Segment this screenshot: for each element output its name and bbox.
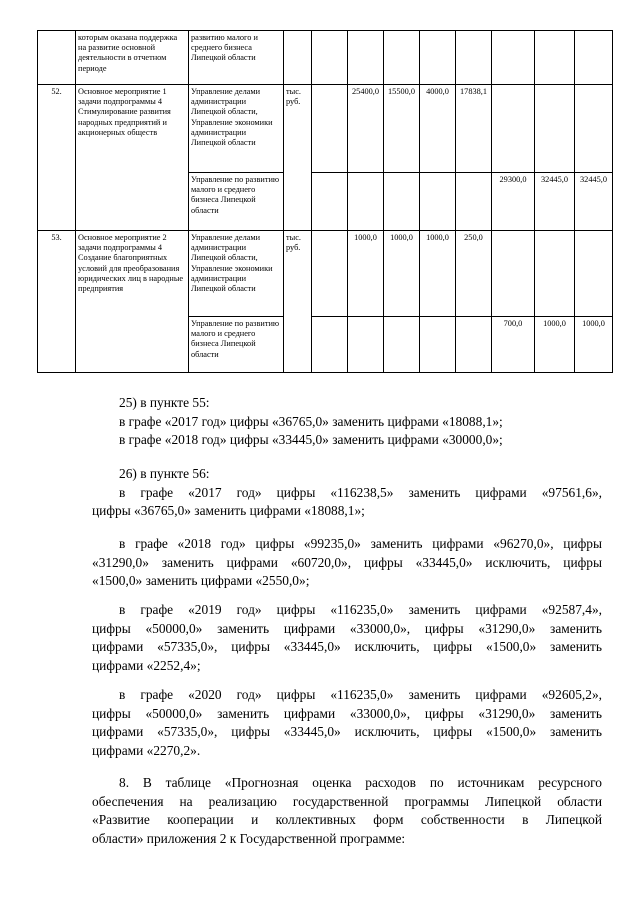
executor-cell: Управление делами администрации Липецкой области, Управление экономики администрации Липецкой области bbox=[189, 231, 284, 317]
text-line: цифры «50000,0» заменить цифрами «33000,0», цифры «31290,0» заменить bbox=[92, 705, 602, 721]
table-row bbox=[38, 231, 613, 317]
value-cell bbox=[384, 317, 420, 373]
executor-cell: развитию малого и среднего бизнеса Липецкой области bbox=[189, 31, 284, 85]
text-line: цифрами «57335,0», цифры «33445,0» исключить, цифры «1500,0» заменить bbox=[92, 639, 602, 655]
value-cell bbox=[420, 317, 456, 373]
budget-table bbox=[37, 30, 613, 373]
text-line: области» приложения 2 к Государственной программе: bbox=[92, 830, 406, 846]
value-cell bbox=[312, 173, 348, 231]
value-cell: 700,0 bbox=[492, 317, 535, 373]
value-cell bbox=[535, 231, 575, 317]
text-line: в графе «2018 год» цифры «99235,0» заменить цифрами «96270,0», цифры bbox=[119, 536, 602, 551]
value-cell: 1000,0 bbox=[348, 231, 384, 317]
text-line: цифрами «57335,0», цифры «33445,0» исключить, цифры «1500,0» заменить bbox=[92, 724, 602, 740]
text-line: в графе «2017 год» цифры «36765,0» заменить цифрами «18088,1»; bbox=[119, 413, 503, 429]
value-cell: 32445,0 bbox=[575, 173, 613, 231]
value-cell: 1000,0 bbox=[535, 317, 575, 373]
executor-cell: Управление по развитию малого и среднего бизнеса Липецкой области bbox=[189, 317, 284, 373]
text-line: в графе «2017 год» цифры «116238,5» заменить цифрами «97561,6», bbox=[119, 484, 602, 500]
value-cell bbox=[575, 231, 613, 317]
value-cell bbox=[384, 173, 420, 231]
value-cell: 17838,1 bbox=[456, 85, 492, 173]
row-number-cell bbox=[38, 31, 76, 85]
text-line: в графе «2020 год» цифры «116235,0» заменить цифрами «92605,2», bbox=[119, 687, 602, 702]
text-line: в графе «2019 год» цифры «116235,0» заменить цифрами «92587,4», bbox=[119, 602, 602, 617]
value-cell bbox=[348, 173, 384, 231]
description-cell: Основное мероприятие 2 задачи подпрограммы 4 Создание благоприятных условий для преобразования юридических лиц в народные предприятия bbox=[76, 231, 189, 373]
value-cell: 1000,0 bbox=[384, 231, 420, 317]
text-line: цифрами «2252,4»; bbox=[92, 657, 201, 673]
value-cell bbox=[312, 231, 348, 317]
executor-cell: Управление делами администрации Липецкой области, Управление экономики администрации Липецкой области bbox=[189, 85, 284, 173]
paragraph-26-2018 bbox=[92, 535, 602, 591]
executor-cell: Управление по развитию малого и среднего бизнеса Липецкой области bbox=[189, 173, 284, 231]
value-cell: 1000,0 bbox=[575, 317, 613, 373]
unit-cell: тыс. руб. bbox=[284, 85, 312, 231]
value-cell bbox=[492, 85, 535, 173]
table-row bbox=[38, 85, 613, 173]
value-cell bbox=[348, 317, 384, 373]
paragraph-8 bbox=[92, 774, 602, 848]
row-number-cell: 53. bbox=[38, 231, 76, 373]
unit-cell: тыс. руб. bbox=[284, 231, 312, 373]
value-cell bbox=[312, 317, 348, 373]
text-line: «1500,0» заменить цифрами «2550,0»; bbox=[92, 573, 310, 589]
paragraph-26 bbox=[92, 465, 602, 521]
paragraph-25 bbox=[92, 394, 602, 450]
text-line: 8. В таблице «Прогнозная оценка расходов по источникам ресурсного bbox=[119, 775, 602, 790]
text-line: цифры «36765,0» заменить цифрами «18088,1»; bbox=[92, 503, 365, 519]
paragraph-26-2019 bbox=[92, 601, 602, 675]
value-cell bbox=[492, 231, 535, 317]
paragraph-26-2020 bbox=[92, 686, 602, 760]
text-line: цифрами «2270,2». bbox=[92, 742, 201, 758]
value-cell bbox=[456, 317, 492, 373]
value-cell bbox=[312, 85, 348, 173]
value-cell: 32445,0 bbox=[535, 173, 575, 231]
description-cell: которым оказана поддержка на развитие основной деятельности в отчетном периоде bbox=[76, 31, 189, 85]
value-cell bbox=[420, 173, 456, 231]
paragraph-heading: 26) в пункте 56: bbox=[119, 466, 210, 481]
value-cell: 250,0 bbox=[456, 231, 492, 317]
text-line: в графе «2018 год» цифры «33445,0» заменить цифрами «30000,0»; bbox=[119, 432, 503, 448]
paragraph-heading: 25) в пункте 55: bbox=[119, 395, 210, 410]
value-cell bbox=[535, 85, 575, 173]
table-row bbox=[38, 31, 613, 85]
description-cell: Основное мероприятие 1 задачи подпрограммы 4 Стимулирование развития народных предприятий и акционерных обществ bbox=[76, 85, 189, 231]
text-line: цифры «50000,0» заменить цифрами «33000,0», цифры «31290,0» заменить bbox=[92, 620, 602, 636]
value-cell bbox=[456, 173, 492, 231]
text-line: обеспечения на реализацию государственной программы Липецкой области bbox=[92, 793, 602, 809]
value-cell: 29300,0 bbox=[492, 173, 535, 231]
value-cell: 15500,0 bbox=[384, 85, 420, 173]
text-line: «Развитие кооперации и коллективных форм собственности в Липецкой bbox=[92, 812, 602, 828]
value-cell bbox=[575, 85, 613, 173]
value-cell: 25400,0 bbox=[348, 85, 384, 173]
value-cell: 4000,0 bbox=[420, 85, 456, 173]
unit-cell bbox=[284, 31, 312, 85]
text-line: «31290,0» заменить цифрами «60720,0», цифры «33445,0» исключить, цифры bbox=[92, 554, 602, 570]
row-number-cell: 52. bbox=[38, 85, 76, 231]
value-cell: 1000,0 bbox=[420, 231, 456, 317]
